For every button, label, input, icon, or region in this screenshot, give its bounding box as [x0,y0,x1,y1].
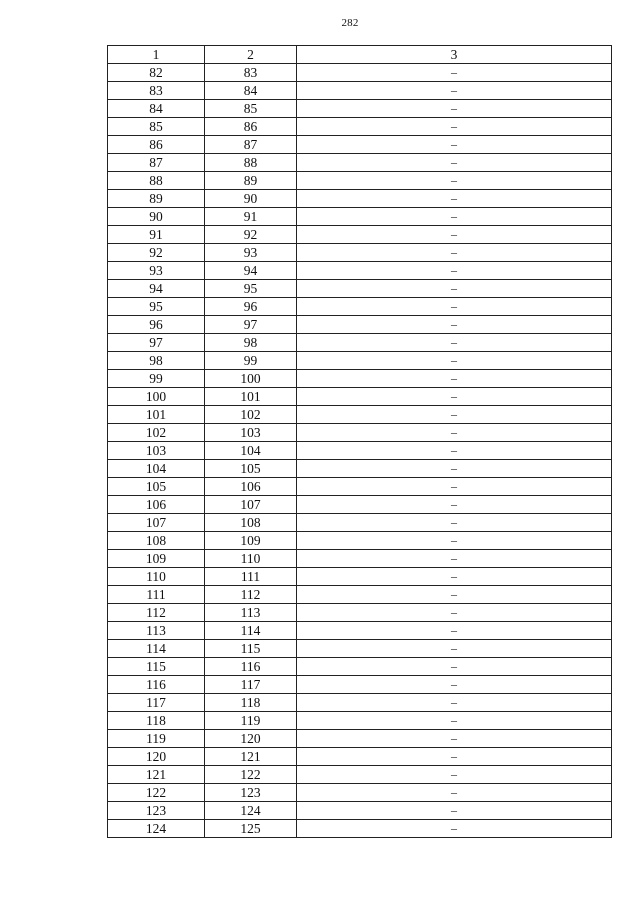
table-row [108,406,612,424]
table-cell-col-3: – [297,604,612,622]
table-cell-col-3: – [297,118,612,136]
table-cell-col-3: – [297,622,612,640]
table-cell-col-2: 117 [205,676,297,694]
table-cell-col-3: – [297,226,612,244]
table-row [108,820,612,838]
table-row [108,172,612,190]
table-cell-col-2: 90 [205,190,297,208]
table-row [108,676,612,694]
table-cell-col-2: 96 [205,298,297,316]
table-row [108,730,612,748]
table-cell-col-3: – [297,298,612,316]
table-cell-col-1: 111 [108,586,205,604]
table-row [108,550,612,568]
table-cell-col-1: 119 [108,730,205,748]
table-cell-col-3: – [297,802,612,820]
table-cell-col-1: 107 [108,514,205,532]
table-row [108,154,612,172]
table-cell-col-2: 91 [205,208,297,226]
table-cell-col-2: 107 [205,496,297,514]
table-cell-col-3: – [297,262,612,280]
table-header [108,46,612,64]
table-row [108,586,612,604]
table-cell-col-3: – [297,172,612,190]
table-cell-col-2: 103 [205,424,297,442]
table-cell-col-3: – [297,658,612,676]
table-row [108,478,612,496]
table-row [108,190,612,208]
table-cell-col-1: 96 [108,316,205,334]
table-row [108,316,612,334]
table-cell-col-1: 104 [108,460,205,478]
table-cell-col-2: 109 [205,532,297,550]
table-cell-col-3: – [297,766,612,784]
table-cell-col-3: – [297,784,612,802]
table-cell-col-1: 87 [108,154,205,172]
table-row [108,712,612,730]
table-cell-col-2: 123 [205,784,297,802]
table-cell-col-3: – [297,316,612,334]
table-cell-col-2: 105 [205,460,297,478]
table-row [108,622,612,640]
table-cell-col-1: 108 [108,532,205,550]
table-cell-col-1: 118 [108,712,205,730]
table-cell-col-2: 85 [205,100,297,118]
table-row [108,370,612,388]
table-cell-col-3: – [297,496,612,514]
table-row [108,262,612,280]
table-row [108,766,612,784]
table-row [108,352,612,370]
table-row [108,514,612,532]
table-cell-col-2: 89 [205,172,297,190]
table-cell-col-2: 114 [205,622,297,640]
table-cell-col-2: 98 [205,334,297,352]
table-cell-col-2: 122 [205,766,297,784]
table-cell-col-3: – [297,730,612,748]
table-cell-col-2: 95 [205,280,297,298]
table-cell-col-3: – [297,478,612,496]
table-cell-col-1: 122 [108,784,205,802]
table-cell-col-3: – [297,208,612,226]
table-cell-col-1: 101 [108,406,205,424]
header-row [108,46,612,64]
table-cell-col-3: – [297,388,612,406]
table-cell-col-1: 98 [108,352,205,370]
table-row [108,388,612,406]
table-cell-col-1: 110 [108,568,205,586]
table-cell-col-2: 124 [205,802,297,820]
table-row [108,658,612,676]
table-row [108,532,612,550]
page-number: 282 [341,17,359,29]
table-cell-col-1: 82 [108,64,205,82]
table-cell-col-1: 117 [108,694,205,712]
table-cell-col-1: 100 [108,388,205,406]
table-cell-col-3: – [297,694,612,712]
table-cell-col-3: – [297,640,612,658]
table-cell-col-3: – [297,244,612,262]
table-cell-col-2: 93 [205,244,297,262]
table-cell-col-3: – [297,280,612,298]
table-cell-col-1: 86 [108,136,205,154]
table-cell-col-2: 88 [205,154,297,172]
table-cell-col-1: 99 [108,370,205,388]
table-cell-col-1: 89 [108,190,205,208]
table-cell-col-2: 121 [205,748,297,766]
table-cell-col-1: 121 [108,766,205,784]
table-cell-col-2: 119 [205,712,297,730]
table-cell-col-3: – [297,748,612,766]
table-cell-col-1: 91 [108,226,205,244]
table-cell-col-1: 85 [108,118,205,136]
table-row [108,424,612,442]
table-cell-col-2: 83 [205,64,297,82]
table-cell-col-2: 87 [205,136,297,154]
table-cell-col-2: 108 [205,514,297,532]
table-cell-col-1: 95 [108,298,205,316]
table-row [108,82,612,100]
table-cell-col-1: 93 [108,262,205,280]
table-cell-col-1: 92 [108,244,205,262]
table-cell-col-1: 97 [108,334,205,352]
table-cell-col-2: 111 [205,568,297,586]
table-cell-col-2: 115 [205,640,297,658]
table-cell-col-3: – [297,352,612,370]
table-cell-col-1: 109 [108,550,205,568]
table-cell-col-3: – [297,442,612,460]
table-cell-col-3: – [297,136,612,154]
table-cell-col-2: 100 [205,370,297,388]
table-cell-col-2: 97 [205,316,297,334]
table-cell-col-3: – [297,82,612,100]
table-cell-col-1: 112 [108,604,205,622]
table-cell-col-1: 120 [108,748,205,766]
table-cell-col-1: 105 [108,478,205,496]
table-cell-col-2: 86 [205,118,297,136]
table-row [108,208,612,226]
table-cell-col-2: 116 [205,658,297,676]
table-cell-col-2: 113 [205,604,297,622]
table-cell-col-1: 123 [108,802,205,820]
table-cell-col-1: 102 [108,424,205,442]
table-row [108,694,612,712]
table-cell-col-2: 118 [205,694,297,712]
table-row [108,802,612,820]
column-header-1: 1 [108,46,205,64]
table-cell-col-3: – [297,424,612,442]
table-row [108,226,612,244]
table-cell-col-2: 99 [205,352,297,370]
table-cell-col-2: 120 [205,730,297,748]
table-cell-col-3: – [297,820,612,838]
table-cell-col-2: 92 [205,226,297,244]
table-row [108,640,612,658]
table-cell-col-3: – [297,334,612,352]
table-cell-col-3: – [297,100,612,118]
table-cell-col-3: – [297,568,612,586]
table-cell-col-3: – [297,676,612,694]
table-row [108,334,612,352]
table-cell-col-3: – [297,64,612,82]
table-cell-col-3: – [297,532,612,550]
table-cell-col-3: – [297,190,612,208]
table-cell-col-2: 106 [205,478,297,496]
table-cell-col-3: – [297,514,612,532]
column-header-3: 3 [297,46,612,64]
table-row [108,460,612,478]
table-row [108,244,612,262]
table-row [108,118,612,136]
data-table [107,45,612,838]
table-cell-col-3: – [297,406,612,424]
table-row [108,568,612,586]
table-cell-col-3: – [297,370,612,388]
table-row [108,604,612,622]
table-cell-col-3: – [297,586,612,604]
table-cell-col-1: 83 [108,82,205,100]
table-cell-col-2: 125 [205,820,297,838]
table-cell-col-1: 113 [108,622,205,640]
table-body [108,64,612,838]
table-cell-col-3: – [297,154,612,172]
table-cell-col-1: 116 [108,676,205,694]
table-cell-col-2: 110 [205,550,297,568]
table-cell-col-2: 102 [205,406,297,424]
table-row [108,64,612,82]
table-row [108,784,612,802]
table-cell-col-2: 84 [205,82,297,100]
table-cell-col-1: 106 [108,496,205,514]
table-cell-col-3: – [297,712,612,730]
table-cell-col-1: 114 [108,640,205,658]
table-cell-col-1: 103 [108,442,205,460]
table-cell-col-2: 101 [205,388,297,406]
table-cell-col-3: – [297,550,612,568]
table-cell-col-2: 94 [205,262,297,280]
table-row [108,298,612,316]
table-cell-col-1: 115 [108,658,205,676]
table-cell-col-1: 88 [108,172,205,190]
table-row [108,280,612,298]
table-cell-col-2: 104 [205,442,297,460]
table-cell-col-1: 90 [108,208,205,226]
table-row [108,496,612,514]
table-row [108,136,612,154]
table-cell-col-3: – [297,460,612,478]
table-row [108,748,612,766]
table-cell-col-1: 124 [108,820,205,838]
table-row [108,100,612,118]
table-row [108,442,612,460]
column-header-2: 2 [205,46,297,64]
table-cell-col-2: 112 [205,586,297,604]
table-cell-col-1: 84 [108,100,205,118]
table-cell-col-1: 94 [108,280,205,298]
